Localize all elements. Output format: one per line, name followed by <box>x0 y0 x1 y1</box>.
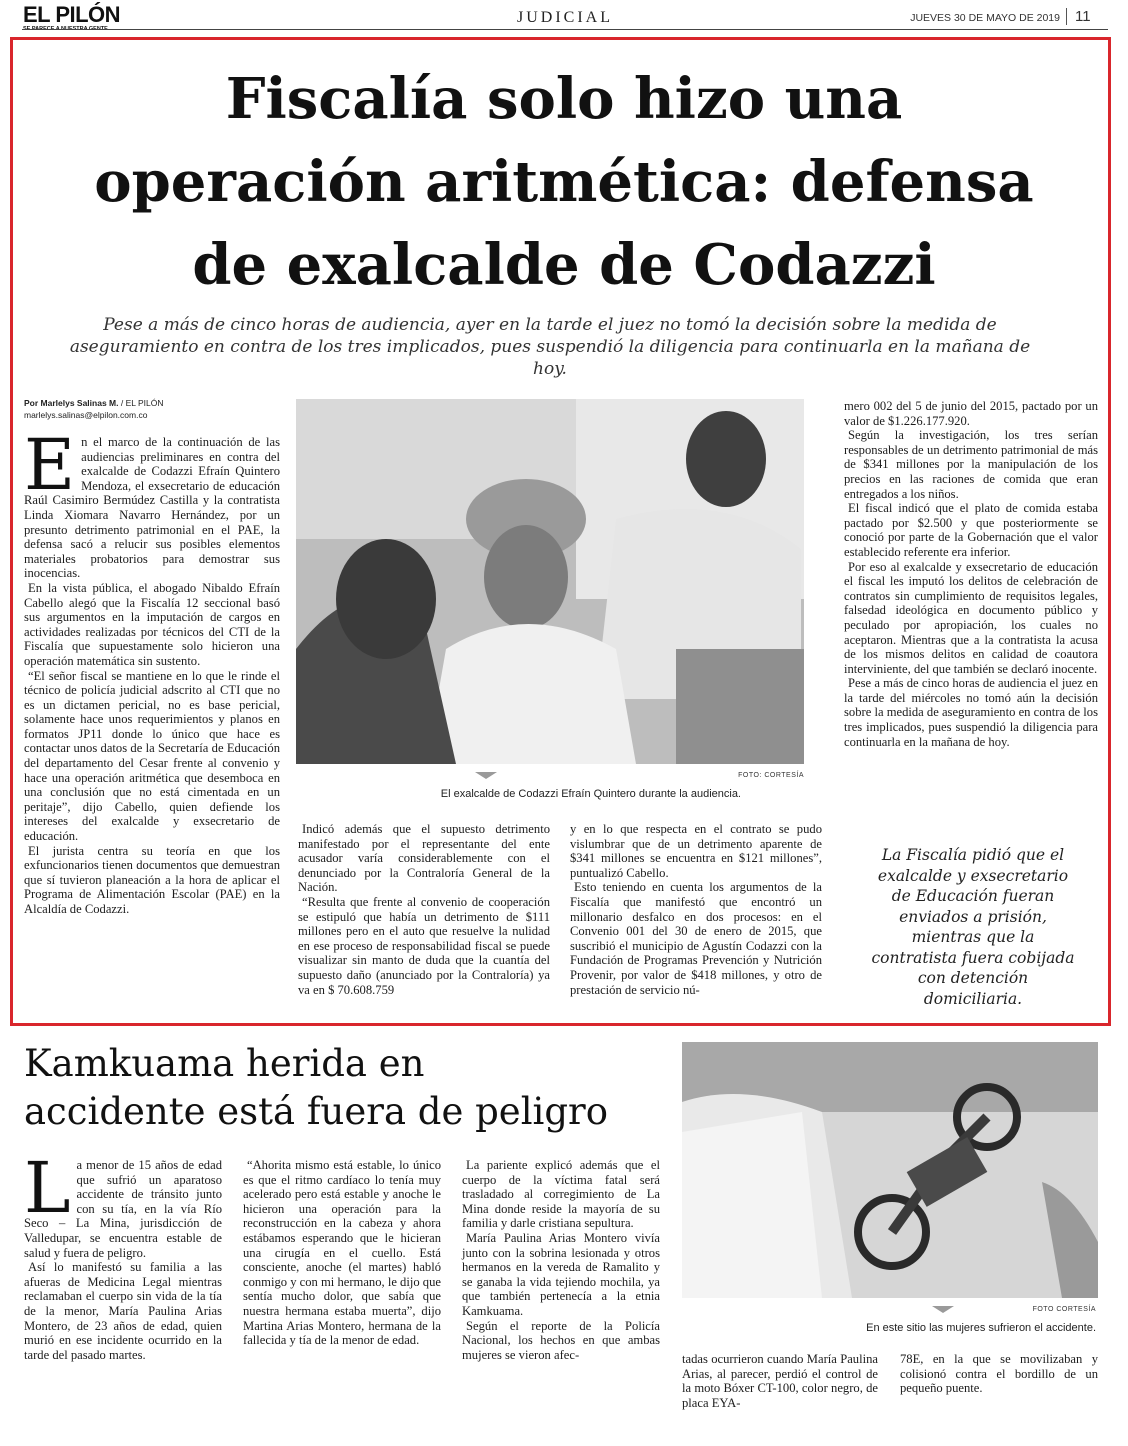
main-col4-paragraph: Según la investigación, los tres serían responsables de un detrimento patrimonial de más de $341 millones por la manipulación de los precios en las raciones de comida que eran entregados a los niños. <box>844 428 1098 501</box>
caption-pointer-icon <box>475 772 497 779</box>
main-col1-paragraph: El jurista centra su teoría en que los exfuncionarios tienen documentos que demuestran que sí tuvieron planeación a la hora de aplicar el Programa de Alimentación Escolar (PAE) en la Alcaldía de Codazzi. <box>24 843 280 916</box>
second-headline <box>24 1040 674 1136</box>
second-photo-credit: FOTO CORTESÍA <box>1032 1306 1096 1313</box>
second-col3-paragraph: Según el reporte de la Policía Nacional, los hechos en que ambas mujeres se vieron afec- <box>462 1318 660 1362</box>
main-column-4 <box>844 399 1098 749</box>
accident-photo <box>682 1042 1098 1298</box>
main-column-1 <box>24 424 280 917</box>
second-headline-line-2: accidente está fuera de peligro <box>24 1090 609 1133</box>
motorcycle-photo-illustration <box>682 1042 1098 1298</box>
main-photo-credit: FOTO: CORTESÍA <box>738 772 804 779</box>
logo-text: EL PILÓN <box>23 2 121 27</box>
second-column-5 <box>900 1352 1098 1396</box>
main-headline-line-1: Fiscalía solo hizo una <box>225 66 903 132</box>
second-photo-caption: En este sitio las mujeres sufrieron el accidente. <box>866 1322 1096 1334</box>
second-col3-paragraph: La pariente explicó además que el cuerpo de la víctima fatal será trasladado al corregimiento de La Mina donde reside la mayoría de su familia y darle cristiana sepultura. <box>462 1158 660 1231</box>
second-headline-line-1: Kamkuama herida en <box>24 1042 425 1085</box>
second-col5-paragraph: 78E, en la que se movilizaban y colisionó contra el bordillo de un pequeño puente. <box>900 1352 1098 1396</box>
issue-date: JUEVES 30 DE MAYO DE 2019 <box>910 12 1060 24</box>
second-col3-paragraph: María Paulina Arias Montero vivía junto con la sobrina lesionada y otros hermanos en la vereda de Ramalito y se ganaba la vida tejiendo mochila, ya que también pertenecía a la etnia Kamkuama. <box>462 1230 660 1318</box>
main-col4-paragraph: El fiscal indicó que el plato de comida estaba pactado por $2.500 y que posteriormente se conoció por parte de la Gobernación que el valor establecido referente era inferior. <box>844 501 1098 559</box>
main-col3-paragraph: Esto teniendo en cuenta los argumentos de la Fiscalía que manifestó que encontró un millonario desfalco en dos procesos: en el Convenio 001 del 30 de enero de 2015, que suscribió el municipio de Agustín Codazzi con la Fundación de Programas Prevención y Nutrición Provenir, por valor de $418 millones, y otro de prestación de servicio nú- <box>570 880 822 997</box>
main-headline-line-3: de exalcalde de Codazzi <box>192 232 936 298</box>
second-column-1 <box>24 1147 222 1362</box>
pullquote: La Fiscalía pidió que el exalcalde y exsecretario de Educación fueran enviados a prisión, mientras que la contratista fuera cobijada con detención domiciliaria. <box>871 846 1075 1008</box>
byline-paper: / EL PILÓN <box>118 398 164 408</box>
main-column-2 <box>298 822 550 997</box>
main-deck: Pese a más de cinco horas de audiencia, ayer en la tarde el juez no tomó la decisión sobre la medida de aseguramiento en contra de los tres implicados, pues suspendió la diligencia para continuarla en la mañana de hoy. <box>69 315 1031 379</box>
page-number: 11 <box>1066 8 1115 25</box>
main-headline <box>24 58 1104 307</box>
second-column-3 <box>462 1158 660 1362</box>
main-col4-paragraph: mero 002 del 5 de junio del 2015, pactado por un valor de $1.226.177.920. <box>844 399 1098 428</box>
second-dropcap: L <box>24 1147 71 1229</box>
main-column-3 <box>570 822 822 997</box>
main-col2-paragraph: “Resulta que frente al convenio de cooperación se estipuló que había un detrimento de $111 millones pero en el auto que resuelve la nulidad en ese proceso de responsabilidad fiscal se puede visualizar sin manto de duda que la cuantía del supuesto daño (anunciado por la Contraloría) ya va en $ 70.608.759 <box>298 894 550 997</box>
main-photo-caption: El exalcalde de Codazzi Efraín Quintero durante la audiencia. <box>440 788 741 800</box>
main-col3-paragraph: y en lo que respecta en el contrato se pudo vislumbrar que de un detrimento aparente de $341 millones se encuentra en $121 millones”, puntualizó Cabello. <box>570 822 822 880</box>
second-col4-paragraph: tadas ocurrieron cuando María Paulina Arias, al parecer, perdió el control de la moto Bóxer CT-100, color negro, de placa EYA- <box>682 1352 878 1410</box>
second-column-4 <box>682 1352 878 1410</box>
main-dropcap: E <box>24 424 76 506</box>
main-headline-line-2: operación aritmética: defensa <box>94 149 1034 215</box>
header-rule <box>22 29 1108 30</box>
second-col1-paragraph: Así lo manifestó su familia a las afueras de Medicina Legal mientras reclamaban el cuerpo sin vida de la tía de la menor, María Paulina Arias Montero, de 23 años de edad, quien murió en ese incidente ocurrido en la tarde del pasado martes. <box>24 1260 222 1362</box>
main-col4-paragraph: Por eso al exalcalde y exsecretario de educación el fiscal les imputó los delitos de celebración de contratos sin cumplimiento de requisitos legales, falsedad ideológica en documento público y peculado por apropiación, los cuales no aceptaron. Mientras que a la contratista la acusa de los mismos delitos en calidad de coautora interviniente, del que también se declaró inocente. <box>844 559 1098 676</box>
byline-author: Por Marlelys Salinas M. <box>24 398 119 408</box>
hearing-photo-illustration <box>296 399 804 764</box>
main-col1-paragraph: “El señor fiscal se mantiene en lo que le rinde el técnico de policía judicial adscrito al CTI que no es un dictamen pericial, no es base pericial, solamente hace unos requerimientos y planos en formatos JP11 donde lo único que hace es contactar unos datos de la Secretaría de Educación del departamento del Cesar frente al convenio y hace una operación aritmética que desemboca en una conclusión que no está cimentada en un peritaje”, dijo Cabello, quien defiende los intereses del exalcalde y exsecretario de educación. <box>24 668 280 844</box>
second-col1-paragraph: a menor de 15 años de edad que sufrió un aparatoso accidente de tránsito junto con su tía, en la vía Río Seco – La Mina, jurisdicción de Valledupar, se encuentra estable de salud y fuera de peligro. <box>24 1158 222 1260</box>
main-photo <box>296 399 804 764</box>
section-label: JUDICIAL <box>517 9 613 26</box>
main-col1-paragraph: En la vista pública, el abogado Nibaldo Efraín Cabello alegó que la Fiscalía 12 seccional basó sus argumentos en la imputación de cargos en actividades realizadas por técnicos del CTI de la Fiscalía que supuestamente solo hicieron una operación matemática sin sustento. <box>24 580 280 668</box>
main-col2-paragraph: Indicó además que el supuesto detrimento manifestado por el representante del ente acusador varía considerablemente con el denunciado por la Contraloría General de la Nación. <box>298 822 550 895</box>
main-col1-paragraph: n el marco de la continuación de las audiencias preliminares en contra del exalcalde de Codazzi Efraín Quintero Mendoza, el exsecretario de educación Raúl Casimiro Bermúdez Castilla y la contratista Linda Xiomara Navarro Hernández, por un presunto detrimento patrimonial en el PAE, la defensa sacó a relucir sus posibles elementos materiales probatorios para demostrar sus inocencias. <box>24 435 280 581</box>
byline-email: marlelys.salinas@elpilon.com.co <box>24 410 148 420</box>
second-column-2 <box>243 1158 441 1348</box>
byline <box>24 397 294 421</box>
second-col2-paragraph: “Ahorita mismo está estable, lo único es que el ritmo cardíaco lo tenía muy acelerado pero está estable y anoche le hicieron una operación para la reconstrucción en la cabeza y ahora estábamos esperando que le hicieran una cirugía en el cuello. Está consciente, anoche (el martes) habló conmigo y con mi hermano, le dijo que sentía mucho dolor, que sabía que nuestra hermana estaba muerta”, dijo Martina Arias Montero, hermana de la fallecida y tía de la menor de edad. <box>243 1158 441 1348</box>
main-col4-paragraph: Pese a más de cinco horas de audiencia el juez en la tarde del miércoles no tomó aún la decisión sobre la medida de aseguramiento en contra de los tres implicados, pues suspendió la diligencia para continuarla en la mañana de hoy. <box>844 676 1098 749</box>
